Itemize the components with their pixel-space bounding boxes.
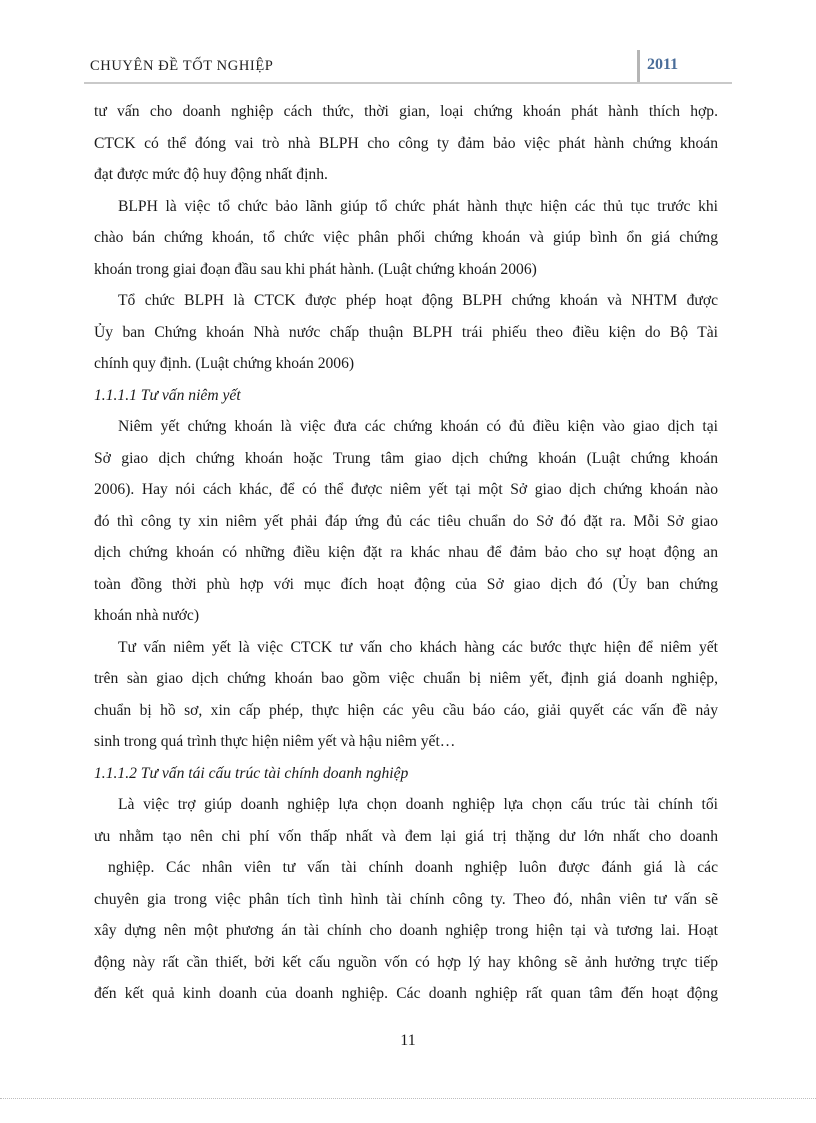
- text-line: Ủy ban Chứng khoán Nhà nước chấp thuận BLPH trái phiếu theo điều kiện do Bộ Tài: [94, 323, 718, 341]
- header-rule: [84, 82, 732, 84]
- text-line: sinh trong quá trình thực hiện niêm yết và hậu niêm yết…: [94, 733, 456, 750]
- text-line: toàn đồng thời phù hợp với mục đích hoạt động của Sở giao dịch đó (Ủy ban chứng: [94, 575, 718, 593]
- text-line: chính quy định. (Luật chứng khoán 2006): [94, 355, 355, 372]
- text-line: CTCK có thể đóng vai trò nhà BLPH cho công ty đảm bảo việc phát hành chứng khoán: [94, 134, 718, 152]
- document-body: [94, 96, 718, 1010]
- page-number: 11: [400, 1032, 416, 1049]
- text-line: khoán nhà nước): [94, 607, 200, 624]
- header-title: CHUYÊN ĐỀ TỐT NGHIỆP: [90, 58, 274, 74]
- text-line: Sở giao dịch chứng khoán hoặc Trung tâm giao dịch chứng khoán (Luật chứng khoán: [94, 449, 718, 467]
- text-line: đạt được mức độ huy động nhất định.: [94, 166, 328, 183]
- text-line: 2006). Hay nói cách khác, để có thể được niêm yết tại một Sở giao dịch chứng khoán nào: [94, 481, 718, 498]
- text-line: dịch chứng khoán có những điều kiện đặt ra khác nhau để đảm bảo cho sự hoạt động an: [94, 544, 718, 561]
- text-line: nghiệp. Các nhân viên tư vấn tài chính doanh nghiệp luôn được đánh giá là các: [108, 859, 718, 876]
- text-line: tư vấn cho doanh nghiệp cách thức, thời gian, loại chứng khoán phát hành thích hợp.: [94, 103, 718, 120]
- text-line: đến kết quả kinh doanh của doanh nghiệp. Các doanh nghiệp rất quan tâm đến hoạt động: [94, 985, 718, 1002]
- text-line: đó thì công ty xin niêm yết phải đáp ứng đủ các tiêu chuẩn do Sở đó đặt ra. Mỗi Sở giao: [94, 512, 718, 530]
- header-divider: [637, 50, 640, 82]
- text-line: trên sàn giao dịch chứng khoán bao gồm việc chuẩn bị niêm yết, định giá doanh nghiệp,: [94, 670, 718, 687]
- text-line: khoán trong giai đoạn đầu sau khi phát hành. (Luật chứng khoán 2006): [94, 260, 537, 278]
- header-year: 2011: [647, 56, 679, 73]
- text-line: BLPH là việc tổ chức bảo lãnh giúp tổ chức phát hành thực hiện các thủ tục trước khi: [118, 197, 718, 215]
- text-line: Tổ chức BLPH là CTCK được phép hoạt động BLPH chứng khoán và NHTM được: [118, 292, 718, 309]
- text-line: chào bán chứng khoán, tổ chức việc phân phối chứng khoán và giúp bình ổn giá chứng: [94, 229, 718, 246]
- section-heading: 1.1.1.2 Tư vấn tái cấu trúc tài chính doanh nghiệp: [94, 764, 409, 782]
- text-line: chuẩn bị hồ sơ, xin cấp phép, thực hiện các yêu cầu báo cáo, giải quyết các vấn đề nảy: [94, 701, 718, 719]
- text-line: Là việc trợ giúp doanh nghiệp lựa chọn doanh nghiệp lựa chọn cấu trúc tài chính tối: [118, 796, 718, 813]
- text-line: chuyên gia trong việc phân tích tình hình tài chính công ty. Theo đó, nhân viên tư vấn sẽ: [94, 890, 718, 908]
- footer-rule: [0, 1098, 816, 1099]
- page-header: [84, 46, 732, 86]
- text-line: ưu nhằm tạo nên chi phí vốn thấp nhất và đem lại giá trị thặng dư lớn nhất cho doanh: [94, 827, 718, 845]
- text-line: Niêm yết chứng khoán là việc đưa các chứng khoán có đủ điều kiện vào giao dịch tại: [118, 418, 718, 435]
- text-line: động này rất cần thiết, bởi kết cấu nguồn vốn có hợp lý hay không sẽ ảnh hưởng trực tiếp: [94, 953, 718, 971]
- text-line: Tư vấn niêm yết là việc CTCK tư vấn cho khách hàng các bước thực hiện để niêm yết: [118, 638, 718, 656]
- section-heading: 1.1.1.1 Tư vấn niêm yết: [94, 386, 241, 404]
- text-line: xây dựng nên một phương án tài chính cho doanh nghiệp trong hiện tại và tương lai. Hoạt: [94, 922, 718, 939]
